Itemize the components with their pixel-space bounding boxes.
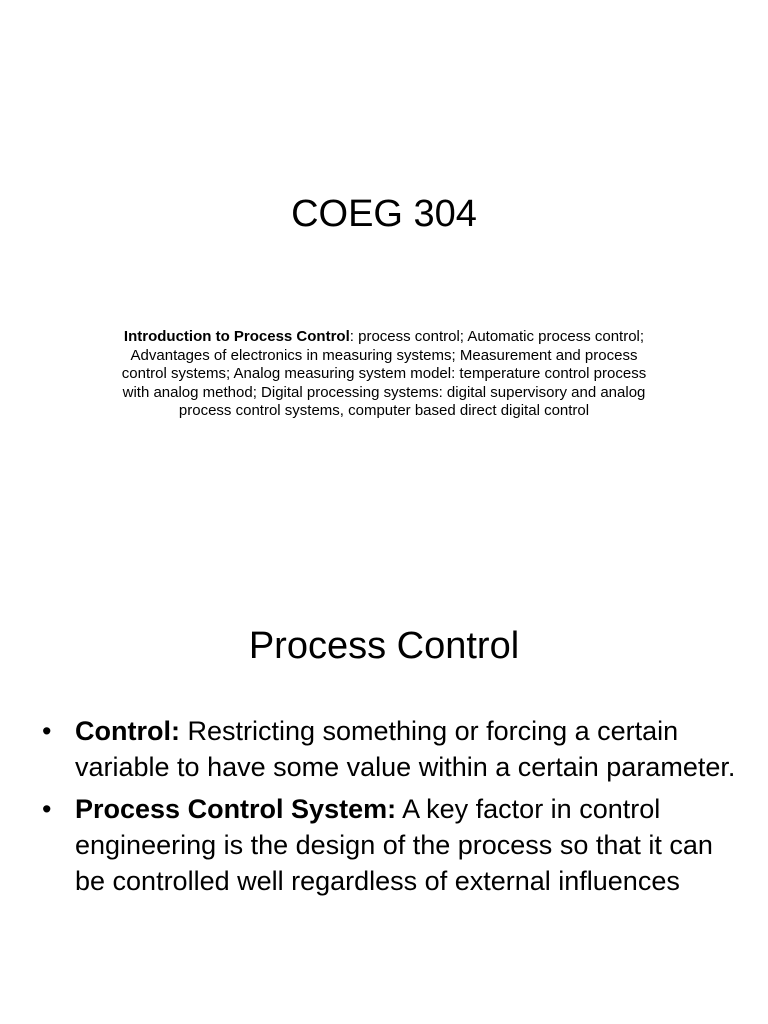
bullet-icon: • bbox=[42, 716, 52, 746]
bullet-item-control bbox=[40, 713, 740, 785]
slide-1-subtitle bbox=[112, 328, 656, 421]
bullet-icon: • bbox=[42, 794, 52, 824]
bullet-term: Process Control System: bbox=[75, 794, 397, 824]
subtitle-lead: Introduction to Process Control bbox=[123, 328, 350, 345]
bullet-term: Control: bbox=[75, 716, 180, 746]
slide-2 bbox=[0, 575, 768, 1024]
slide-2-title: Process Control bbox=[248, 625, 520, 667]
bullet-item-process-control-system bbox=[40, 791, 740, 899]
bullet-text: Restricting something or forcing a certain variable to have some value within a certain parameter. bbox=[75, 716, 736, 782]
subtitle-text: : process control; Automatic process control; Advantages of electronics in measuring systems; Measurement and process control systems; Analog measuring system model: temperature control process with analog method; Digital processing systems: digital supervisory and analog process control systems, computer based direct digital control bbox=[121, 328, 647, 419]
bullet-list bbox=[40, 713, 740, 905]
bullet-text: A key factor in control engineering is the design of the process so that it can be controlled well regardless of external influences bbox=[75, 794, 713, 896]
slide-1-title: COEG 304 bbox=[291, 193, 477, 235]
